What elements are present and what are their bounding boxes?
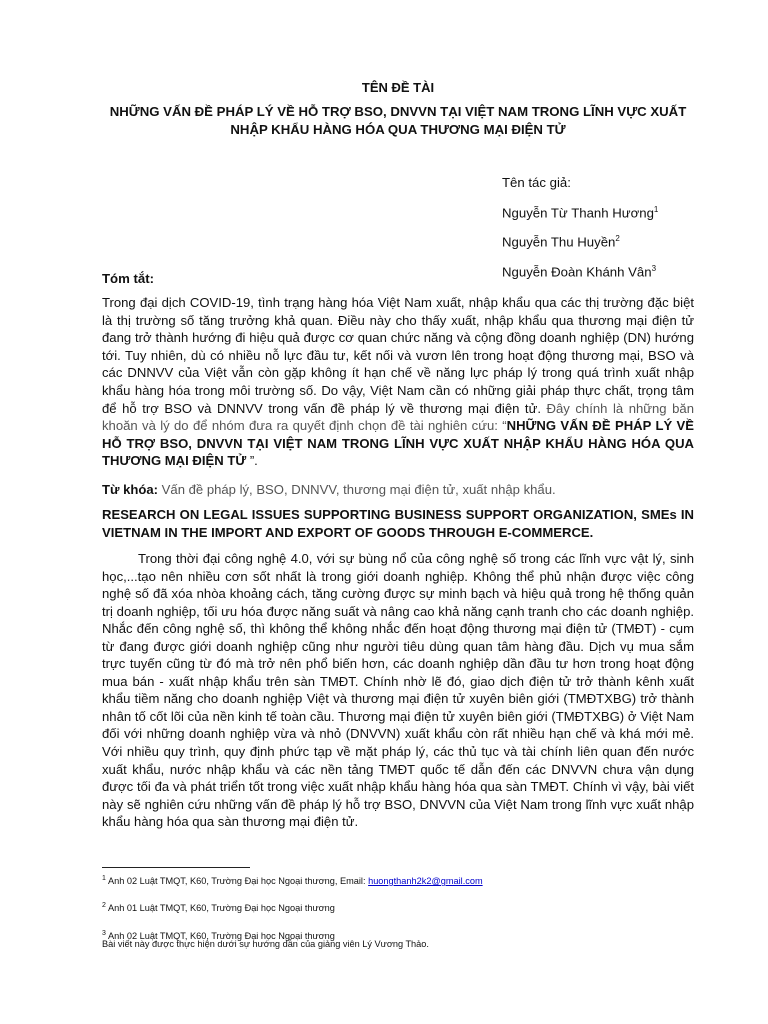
footnote-text: Anh 02 Luật TMQT, K60, Trường Đại học Ngoại thương, Email: <box>105 876 369 887</box>
abstract-closing: ”. <box>246 453 258 469</box>
english-title: RESEARCH ON LEGAL ISSUES SUPPORTING BUSINESS SUPPORT ORGANIZATION, SMEs IN VIETNAM IN THE IMPORT AND EXPORT OF GOODS THROUGH E-COMMERCE. <box>102 507 694 540</box>
footnote-mark[interactable]: 2 <box>615 234 620 244</box>
abstract-text: Trong đại dịch COVID-19, tình trạng hàng hóa Việt Nam xuất, nhập khẩu qua các thị trường đặc biệt là thị trường số tăng trưởng khả quan. Điều này cho thấy xuất, nhập khẩu qua thương mại điện tử đang trở thành hướng đi hiệu quả được cơ quan chức năng và cộng đồng doanh nghiệp (DN) hướng tới. Tuy nhiên, dù có nhiều nỗ lực đầu tư, kết nối và vươn lên trong hoạt động thương mại, BSO và các DNNVV của Việt vẫn còn gặp không ít hạn chế về năng lực pháp lý trong quá trình xuất nhập khẩu hàng hóa trong môi trường số. Do vậy, Việt Nam cần có những giải pháp thực chất, trọng tâm để hỗ trợ BSO và DNNVV trong vấn đề pháp lý về thương mại điện tử. <box>102 295 694 416</box>
footnote-mark: 2 <box>102 902 106 909</box>
author-name: Nguyễn Từ Thanh Hương <box>502 204 654 220</box>
keywords-text: Vấn đề pháp lý, BSO, DNNVV, thương mại điện tử, xuất nhập khẩu. <box>158 482 556 497</box>
paper-title: NHỮNG VẤN ĐỀ PHÁP LÝ VỀ HỖ TRỢ BSO, DNVVN TẠI VIỆT NAM TRONG LĨNH VỰC XUẤT NHẬP KHẨU HÀNG HÓA QUA THƯƠNG MẠI ĐIỆN TỬ <box>109 104 687 137</box>
keywords-line <box>102 481 694 499</box>
author-2 <box>502 226 658 256</box>
abstract-paragraph <box>102 294 694 470</box>
footnote-mark: 3 <box>102 930 106 937</box>
title-label: TÊN ĐỀ TÀI <box>361 80 435 95</box>
abstract-text-muted: Đây chính là những băn khoăn và lý do để nhóm đưa ra quyết định chọn đề tài nghiên cứu: “ <box>102 400 694 434</box>
author-1 <box>502 197 658 227</box>
authors-block <box>502 170 658 286</box>
author-3 <box>502 256 658 286</box>
footnote-text: Anh 01 Luật TMQT, K60, Trường Đại học Ngoại thương <box>105 903 335 914</box>
keywords-label: Từ khóa: <box>102 482 159 497</box>
abstract-emphasis: NHỮNG VẤN ĐỀ PHÁP LÝ VỀ HỖ TRỢ BSO, DNVVN TẠI VIỆT NAM TRONG LĨNH VỰC XUẤT NHẬP KHẨU HÀNG HÓA QUA THƯƠNG MẠI ĐIỆN TỬ <box>102 418 695 469</box>
authors-heading: Tên tác giả: <box>502 175 571 190</box>
footnote-1 <box>102 873 694 887</box>
author-name: Nguyễn Đoàn Khánh Vân <box>502 264 652 280</box>
footnote-mark: 1 <box>102 875 106 882</box>
footnote-mark[interactable]: 3 <box>651 264 657 274</box>
abstract-heading: Tóm tắt: <box>102 271 155 286</box>
footnote-mark[interactable]: 1 <box>653 204 659 214</box>
footnote-note: Bài viết này được thực hiện dưới sự hướng dẫn của giảng viên Lý Vương Thảo. <box>102 939 429 949</box>
footnote-divider <box>102 867 250 868</box>
footnote-2 <box>102 900 694 914</box>
email-link[interactable]: huongthanh2k2@gmail.com <box>368 876 483 887</box>
body-paragraph: Trong thời đại công nghệ 4.0, với sự bùng nổ của công nghệ số trong các lĩnh vực vật lý, sinh học,...tạo nên nhiều cơn sốt nhất là trong giới doanh nghiệp. Không thể phủ nhận được việc công nghệ số đã xóa nhòa khoảng cách, tăng cường được sự minh bạch và hiệu quả trong hệ thống quản trị doanh nghiệp, tối ưu hóa được năng suất và nâng cao khả năng cạnh tranh cho các doanh nghiệp. Nhắc đến công nghệ số, thì không thể không nhắc đến hoạt động thương mại điện tử (TMĐT) - cụm từ đang được giới doanh nghiệp cũng như người tiêu dùng quan tâm hàng đầu. Dịch vụ mua sắm trực tuyến cũng từ đó mà trở nên phổ biến hơn, các doanh nghiệp dần đầu tư hơn trong hoạt động mua bán - xuất nhập khẩu trên sàn TMĐT. Chính nhờ lẽ đó, giao dịch điện tử trở thành kênh xuất khẩu tiềm năng cho doanh nghiệp Việt và thương mại điện tử xuyên biên giới (TMĐTXBG) trở thành nhân tố cốt lõi của nền kinh tế toàn cầu. Thương mại điện tử xuyên biên giới (TMĐTXBG) ở Việt Nam đối với những doanh nghiệp vừa và nhỏ (DNVVN) xuất khẩu còn rất nhiều hạn chế và khá mới mẻ. Với nhiều quy trình, quy định phức tạp về mặt pháp lý, các thủ tục và tài chính liên quan đến nước xuất khẩu, nước nhập khẩu và các nền tảng TMĐT quốc tế dẫn đến các DNVVN chưa vận dụng được tối đa và phát triển tốt trong việc xuất nhập khẩu hàng hóa qua sàn TMĐT. Chính vì vậy, bài viết này sẽ nghiên cứu những vấn đề pháp lý hỗ trợ BSO, DNVVN của Việt Nam trong lĩnh vực xuất nhập khẩu hàng hóa qua sàn thương mại điện tử. <box>102 551 694 830</box>
footnote-text: Anh 02 Luật TMQT, K60, Trường Đại học Ngoại thương <box>105 931 335 942</box>
author-name: Nguyễn Thu Huyền <box>502 234 616 250</box>
